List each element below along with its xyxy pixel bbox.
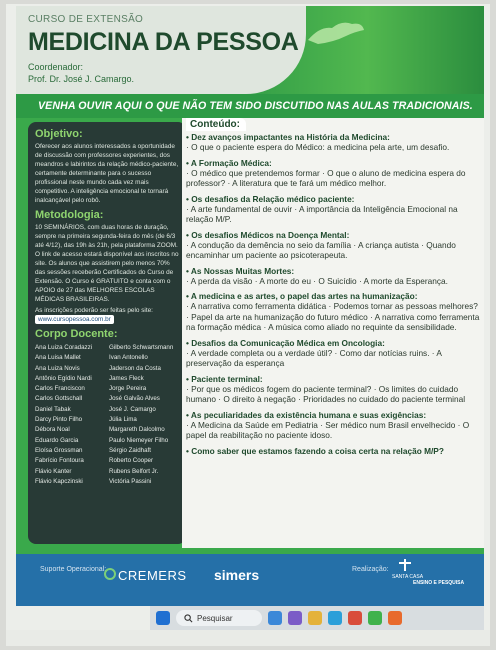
objetivo-text: Oferecer aos alunos interessados a oportunidade de discussão com professores experientes, dos meandros e labirintos da relação médico-paciente, certamente determinante para o sucesso profissional neste mundo cada vez mais competitivo. A inteligência emocional te tornará inalcançável pelo robô. (35, 143, 179, 204)
course-line: CURSO DE EXTENSÃO (28, 14, 144, 25)
faculty-name: Ana Luisa Mallet (35, 354, 81, 362)
topic-heading: • A medicina e as artes, o papel das artes na humanização: (186, 291, 418, 301)
faculty-name: Victória Passini (109, 477, 152, 485)
faculty-name: Jorge Pereira (109, 385, 147, 393)
topic-item (186, 374, 482, 405)
faculty-name: Paulo Niemeyer Filho (109, 436, 169, 444)
tagline: VENHA OUVIR AQUI O QUE NÃO TEM SIDO DISCUTIDO NAS AULAS TRADICIONAIS. (38, 100, 473, 112)
topic-body: · O que o paciente espera do Médico: a medicina pela arte, um desafio. (186, 142, 450, 152)
topic-item (186, 158, 482, 189)
site-link[interactable]: www.cursopessoa.com.br (35, 315, 114, 324)
topic-heading: • Como saber que estamos fazendo a coisa certa na relação M/P? (186, 445, 444, 456)
edge-browser-icon[interactable] (328, 611, 342, 625)
objetivo-heading: Objetivo: (35, 128, 83, 140)
corpo-docente-heading: Corpo Docente: (35, 328, 118, 340)
teams-icon[interactable] (288, 611, 302, 625)
topic-item (186, 132, 482, 153)
faculty-name: Roberto Cooper (109, 457, 154, 465)
ensino-pesquisa-text: ENSINO E PESQUISA (413, 580, 465, 586)
conteudo-heading: Conteúdo: (186, 118, 246, 131)
metodologia-heading: Metodologia: (35, 209, 104, 221)
topic-item (186, 410, 482, 441)
topic-item (186, 266, 482, 287)
faculty-name: Carlos Franciscon (35, 385, 85, 393)
faculty-name: José Galvão Alves (109, 395, 160, 403)
santa-casa-text: SANTA CASA (392, 574, 424, 580)
windows-start-icon[interactable] (156, 611, 170, 625)
faculty-name: Flávio Kanter (35, 467, 72, 475)
topic-heading: • As Nossas Muitas Mortes: (186, 265, 295, 276)
faculty-name: Rubens Belfort Jr. (109, 467, 159, 475)
topic-item (186, 291, 482, 333)
file-explorer-icon[interactable] (308, 611, 322, 625)
faculty-name: Eloísa Grossman (35, 446, 83, 454)
topic-heading: • Dez avanços impactantes na História da Medicina: (186, 132, 390, 142)
support-label: Suporte Operacional: (40, 566, 107, 573)
faculty-name: James Fleck (109, 374, 144, 382)
faculty-name: Ana Luiza Coradazzi (35, 344, 93, 351)
search-label: Pesquisar (197, 613, 233, 623)
taskbar-search[interactable] (176, 610, 262, 626)
topic-body: · A condução da demência no seio da família · A criança autista · Quando encaminhar um paciente ao psicoterapeuta. (186, 239, 456, 260)
cremers-logo: CREMERS (118, 568, 187, 583)
footer-divider (16, 548, 484, 554)
santa-casa-logo-icon (395, 558, 415, 572)
paper-bottom (6, 630, 490, 646)
faculty-name: Jaderson da Costa (109, 364, 161, 372)
topic-body: · Por que os médicos fogem do paciente terminal? · Os limites do cuidado humano · O direito à negação · Prioridades no cuidado do paciente terminal (186, 383, 466, 404)
metodologia-text: 10 SEMINÁRIOS, com duas horas de duração, sempre na primeira segunda-feira do mês (de 6/3 até 4/12), das 19h às 21h, pela plataforma ZOOM. O link de acesso estará disponível aos inscritos no site. Os alunos que assistirem pelo menos 70% das sessões receberão Certificados do Curso de Extensão. O Curso é GRATUITO e conta com o APOIO de 27 das MELHORES ESCOLAS MÉDICAS BRASILEIRAS. (35, 224, 179, 303)
simers-logo: simers (214, 567, 260, 583)
faculty-name: Ana Luiza Novis (35, 364, 80, 372)
faculty-name: Carlos Gottschall (35, 395, 83, 403)
faculty-name: Flávio Kapczinski (35, 477, 83, 485)
topic-body: · A verdade completa ou a verdade útil? · Como dar notícias ruins. · A preservação da esperança (186, 347, 442, 368)
hand-illustration-icon (306, 16, 366, 46)
faculty-name: Gilberto Schwartsmann (109, 344, 174, 351)
faculty-name: Margareth Dalcolmo (109, 426, 165, 434)
faculty-name: Júlia Lima (109, 416, 137, 424)
faculty-list (35, 343, 179, 487)
topic-item (186, 446, 482, 456)
faculty-name: Débora Noal (35, 426, 70, 434)
faculty-name: Fabrício Fontoura (35, 457, 84, 465)
coordinator-name: Prof. Dr. José J. Camargo. (28, 74, 135, 84)
chrome-icon[interactable] (348, 611, 362, 625)
realizacao-label: Realização: (352, 566, 389, 573)
topic-heading: • As peculiaridades da existência humana e suas exigências: (186, 409, 427, 420)
cremers-logo-icon (104, 568, 116, 580)
faculty-name: Daniel Tabak (35, 405, 71, 413)
faculty-name: Sérgio Zaidhaft (109, 446, 151, 454)
topic-body: · A narrativa como ferramenta didática · Podemos tornar as pessoas melhores? · Papel da arte na humanização do futuro médico · A narrativa como ferramenta na formação médica · A música como aliado no requinte da sensibilidade. (186, 301, 480, 332)
info-panel (28, 122, 186, 544)
faculty-name: Ivan Antonello (109, 354, 148, 362)
faculty-name: Eduardo Garcia (35, 436, 79, 444)
topic-body: · A Medicina da Saúde em Pediatria · Ser médico num Brasil envelhecido · O papel da reabilitação no paciente idoso. (186, 419, 470, 440)
inscricoes-block (35, 306, 179, 324)
header (16, 6, 484, 94)
faculty-name: José J. Camargo (109, 405, 156, 413)
coordinator-label: Coordenador: (28, 62, 84, 72)
tagline-band (16, 94, 484, 118)
whatsapp-icon[interactable] (368, 611, 382, 625)
topic-item (186, 230, 482, 261)
faculty-name: Darcy Pinto Filho (35, 416, 83, 424)
faculty-name: Antônio Egídio Nardi (35, 374, 92, 382)
topic-heading: • Os desafios Médicos na Doença Mental: (186, 229, 350, 240)
topic-body: · A arte fundamental de ouvir · A importância da Inteligência Emocional na relação M/P. (186, 203, 458, 224)
topic-item (186, 194, 482, 225)
search-icon (184, 614, 193, 623)
taskbar (150, 606, 484, 630)
topic-heading: • Desafios da Comunicação Médica em Oncologia: (186, 337, 385, 348)
topic-body: · A perda da visão · A morte do eu · O Suicídio · A morte da Esperança. (186, 275, 448, 286)
inscricoes-text: As inscrições poderão ser feitas pelo site: (35, 307, 153, 314)
app-icon[interactable] (388, 611, 402, 625)
topic-list (186, 132, 482, 461)
topic-heading: • A Formação Médica: (186, 157, 272, 168)
topic-body: · O médico que pretendemos formar · O que o aluno de medicina espera do professor? · A literatura que te fará um médico melhor. (186, 167, 466, 188)
topic-heading: • Paciente terminal: (186, 373, 263, 384)
taskview-icon[interactable] (268, 611, 282, 625)
topic-item (186, 338, 482, 369)
topic-heading: • Os desafios da Relação médico paciente: (186, 193, 355, 204)
page-title: MEDICINA DA PESSOA (28, 28, 299, 56)
